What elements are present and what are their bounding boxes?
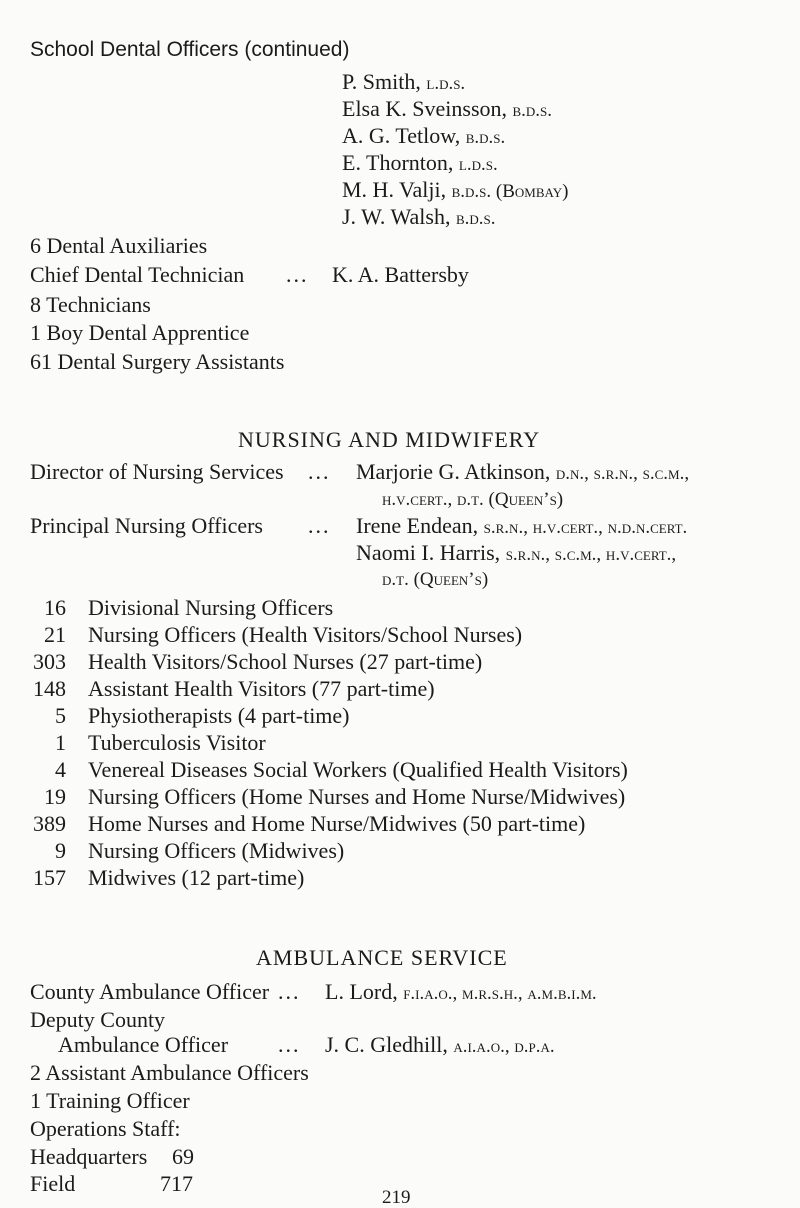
chief-tech-name: K. A. Battersby: [332, 262, 469, 287]
nursing-heading: NURSING AND MIDWIFERY: [238, 427, 541, 452]
staff-count: 1: [55, 730, 66, 755]
principal-2: Naomi I. Harris, s.r.n., s.c.m., h.v.cert.,: [356, 540, 677, 565]
staff-desc: Venereal Diseases Social Workers (Qualified Health Visitors): [88, 757, 628, 782]
staff-desc: Home Nurses and Home Nurse/Midwives (50 part-time): [88, 811, 586, 836]
headquarters-count: 69: [172, 1144, 194, 1169]
list-item: P. Smith, l.d.s.: [342, 69, 466, 94]
staff-desc: Assistant Health Visitors (77 part-time): [88, 676, 435, 701]
list-item: M. H. Valji, b.d.s. (Bombay): [342, 177, 569, 202]
operations-label: Operations Staff:: [30, 1116, 181, 1141]
leader-dots: ...: [286, 262, 309, 287]
county-officer: L. Lord, f.i.a.o., m.r.s.h., a.m.b.i.m.: [325, 979, 597, 1004]
staff-count: 148: [33, 676, 66, 701]
director-name: Marjorie G. Atkinson, d.n., s.r.n., s.c.m.,: [356, 459, 690, 484]
staff-desc: Tuberculosis Visitor: [88, 730, 266, 755]
leader-dots: ...: [308, 513, 331, 538]
ambulance-heading: AMBULANCE SERVICE: [256, 945, 508, 970]
leader-dots: ...: [278, 979, 301, 1004]
director-qual: h.v.cert., d.t. (Queen’s): [382, 489, 564, 510]
assistant-officers: 2 Assistant Ambulance Officers: [30, 1060, 309, 1085]
principal-1: Irene Endean, s.r.n., h.v.cert., n.d.n.cert.: [356, 513, 688, 538]
staff-count: 389: [33, 811, 66, 836]
county-role: County Ambulance Officer: [30, 979, 270, 1004]
list-item: A. G. Tetlow, b.d.s.: [342, 123, 506, 148]
training-officer: 1 Training Officer: [30, 1088, 190, 1113]
list-item: J. W. Walsh, b.d.s.: [342, 204, 496, 229]
surgery-assistants: 61 Dental Surgery Assistants: [30, 349, 285, 374]
field-label: Field: [30, 1171, 76, 1196]
deputy-role: Deputy County: [30, 1007, 166, 1032]
deputy-officer: J. C. Gledhill, a.i.a.o., d.p.a.: [325, 1032, 555, 1057]
staff-desc: Midwives (12 part-time): [88, 865, 305, 890]
page-number: 219: [382, 1187, 411, 1208]
staff-count: 157: [33, 865, 66, 890]
director-role: Director of Nursing Services: [30, 459, 284, 484]
page-title: School Dental Officers (continued): [30, 38, 350, 61]
staff-count: 9: [55, 838, 66, 863]
list-item: E. Thornton, l.d.s.: [342, 150, 498, 175]
staff-desc: Nursing Officers (Midwives): [88, 838, 345, 863]
technicians: 8 Technicians: [30, 292, 151, 317]
staff-desc: Physiotherapists (4 part-time): [88, 703, 350, 728]
staff-count: 5: [55, 703, 66, 728]
principal-2-qual: d.t. (Queen’s): [382, 569, 489, 590]
chief-tech-role: Chief Dental Technician: [30, 262, 245, 287]
staff-count: 303: [33, 649, 66, 674]
leader-dots: ...: [308, 459, 331, 484]
apprentice: 1 Boy Dental Apprentice: [30, 320, 250, 345]
list-item: Elsa K. Sveinsson, b.d.s.: [342, 96, 553, 121]
staff-desc: Divisional Nursing Officers: [88, 595, 334, 620]
field-count: 717: [160, 1171, 193, 1196]
staff-desc: Health Visitors/School Nurses (27 part-time): [88, 649, 483, 674]
staff-count: 19: [44, 784, 66, 809]
staff-desc: Nursing Officers (Health Visitors/School Nurses): [88, 622, 523, 647]
staff-count: 21: [44, 622, 66, 647]
headquarters-label: Headquarters: [30, 1144, 148, 1169]
dental-auxiliaries: 6 Dental Auxiliaries: [30, 233, 208, 258]
staff-count: 4: [55, 757, 66, 782]
staff-desc: Nursing Officers (Home Nurses and Home Nurse/Midwives): [88, 784, 626, 809]
staff-count: 16: [44, 595, 66, 620]
deputy-role-cont: Ambulance Officer: [58, 1032, 229, 1057]
leader-dots: ...: [278, 1032, 301, 1057]
principal-role: Principal Nursing Officers: [30, 513, 263, 538]
